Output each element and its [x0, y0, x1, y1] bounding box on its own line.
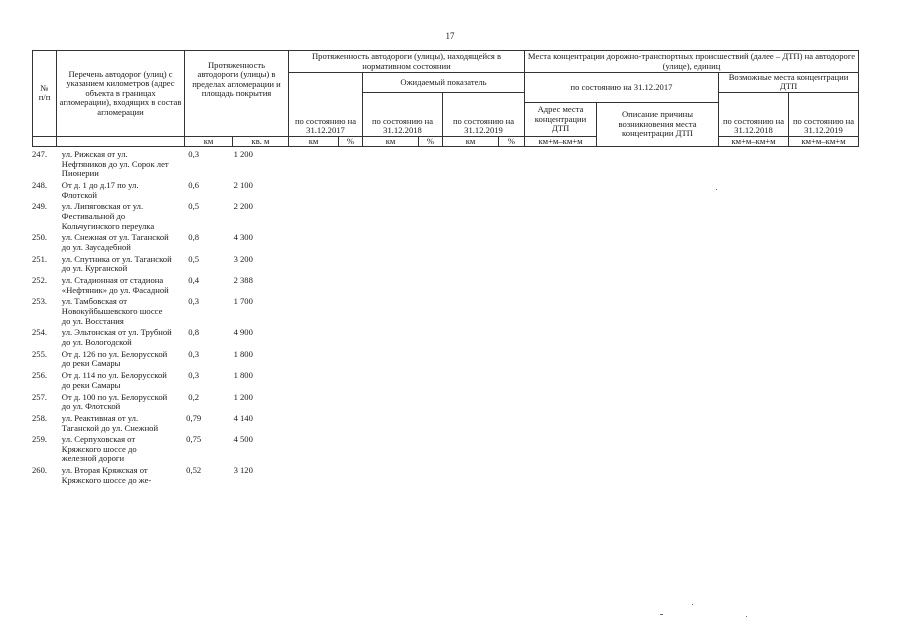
- road-area-sqm: 4 140: [233, 412, 253, 423]
- road-area-sqm: 2 200: [233, 201, 253, 212]
- road-length-km: 0,5: [188, 201, 200, 212]
- unit-kmm-address: км+м–км+м: [525, 136, 597, 146]
- road-name: ул. Снежная от ул. Таганской до ул. Заусадебной: [61, 232, 169, 252]
- unit-pct-2019: %: [499, 136, 525, 146]
- road-area-sqm: 1 800: [233, 348, 253, 359]
- table-row: [32, 150, 272, 179]
- road-area-sqm: 4 300: [233, 232, 253, 243]
- road-area-sqm: 2 388: [233, 275, 253, 286]
- header-expected: Ожидаемый показатель: [363, 73, 525, 93]
- road-name: От д. 126 по ул. Белорусской до реки Самары: [61, 348, 168, 369]
- table-row: [32, 328, 272, 347]
- road-length-km: 0,6: [188, 179, 200, 190]
- road-length-km: 0,3: [188, 348, 200, 359]
- road-length-km: 0,3: [188, 296, 200, 307]
- table-row: [32, 393, 272, 412]
- road-name: От д. 100 по ул. Белорусской до ул. Флотской: [61, 391, 168, 412]
- row-number: 259.: [32, 434, 48, 445]
- header-length: Протяженность автодороги (улицы) в пределах агломерации и площадь покрытия: [185, 51, 289, 137]
- header-dtp-address: Адрес места концентрации ДТП: [525, 102, 597, 136]
- table-row: [32, 276, 272, 295]
- road-name: ул. Рижская от ул. Нефтяников до ул. Сорок лет Пионерии: [61, 149, 169, 179]
- road-area-sqm: 1 200: [233, 391, 253, 402]
- road-area-sqm: 2 100: [233, 179, 253, 190]
- row-number: 249.: [32, 201, 48, 212]
- row-number: 252.: [32, 275, 48, 286]
- row-number: 255.: [32, 348, 48, 359]
- header-2017: по состоянию на 31.12.2017: [289, 73, 363, 137]
- table-row: [32, 414, 272, 433]
- road-name: ул. Эльтонская от ул. Трубной до ул. Вологодской: [61, 327, 172, 347]
- table-row: [32, 371, 272, 390]
- road-area-sqm: 1 800: [233, 370, 253, 381]
- header-2018: по состоянию на 31.12.2018: [363, 92, 443, 136]
- road-length-km: 0,3: [188, 370, 200, 381]
- header-possible-dtp: Возможные места концентрации ДТП: [719, 73, 859, 93]
- road-length-km: 0,2: [188, 391, 200, 402]
- road-name: ул. Спутника от ул. Таганской до ул. Курганской: [61, 253, 172, 274]
- header-possible-2018: по состоянию на 31.12.2018: [719, 92, 789, 136]
- road-name: ул. Тамбовская от Новокуйбышевского шоссе до ул. Восстания: [61, 296, 163, 326]
- road-length-km: 0,8: [188, 327, 200, 338]
- road-length-km: 0,75: [186, 434, 202, 445]
- unit-kmm-2019: км+м–км+м: [789, 136, 859, 146]
- row-number: 257.: [32, 391, 48, 402]
- row-number: 248.: [32, 179, 48, 190]
- road-area-sqm: 1 200: [233, 149, 253, 159]
- road-name: ул. Реактивная от ул. Таганской до ул. Снежной: [61, 412, 159, 433]
- header-normative: Протяженность автодороги (улицы), находящейся в нормативном состоянии: [289, 51, 525, 73]
- road-area-sqm: 1 700: [233, 296, 253, 307]
- road-length-km: 0,8: [188, 232, 200, 243]
- table-row: [32, 202, 272, 231]
- road-length-km: 0,52: [186, 465, 202, 476]
- table-row: [32, 181, 272, 200]
- road-name: От д. 114 по ул. Белорусской до реки Самары: [61, 370, 167, 390]
- road-area-sqm: 4 900: [233, 327, 253, 338]
- row-number: 258.: [32, 412, 48, 423]
- header-2019: по состоянию на 31.12.2019: [443, 92, 525, 136]
- unit-pct-2017: %: [339, 136, 363, 146]
- unit-km-2017: км: [289, 136, 339, 146]
- unit-empty-2: [57, 136, 185, 146]
- road-length-km: 0,79: [186, 412, 202, 423]
- table-row: [32, 297, 272, 326]
- scan-speck: [746, 616, 747, 617]
- road-area-sqm: 3 200: [233, 253, 253, 264]
- header-dtp: Места концентрации дорожно-транспортных происшествий (далее – ДТП) на автодороге (улице), единиц: [525, 51, 859, 73]
- table-row: [32, 466, 272, 485]
- road-name: ул. Стадионная от стадиона «Нефтяник» до ул. Фасадной: [61, 275, 169, 295]
- road-length-km: 0,5: [188, 253, 200, 264]
- unit-km-2018: км: [363, 136, 419, 146]
- road-length-km: 0,3: [188, 149, 200, 159]
- table-row: [32, 435, 272, 464]
- scan-speck: [716, 189, 717, 190]
- row-number: 256.: [32, 370, 48, 381]
- road-area-sqm: 4 500: [233, 434, 253, 445]
- header-possible-2019: по состоянию на 31.12.2019: [789, 92, 859, 136]
- road-name: ул. Вторая Кряжская от Кряжского шоссе до же-: [61, 465, 152, 485]
- road-list: [32, 150, 272, 488]
- road-length-km: 0,4: [188, 275, 200, 286]
- page-number: 17: [445, 31, 455, 41]
- scan-speck: [660, 614, 663, 615]
- scan-speck: [692, 604, 693, 605]
- road-name: ул. Липяговская от ул. Фестивальной до Кольчугинского переулка: [61, 201, 155, 231]
- unit-empty-1: [33, 136, 57, 146]
- row-number: 247.: [32, 149, 48, 159]
- header-dtp-2017: по состоянию на 31.12.2017: [525, 73, 719, 103]
- row-number: 254.: [32, 327, 48, 338]
- table-row: [32, 255, 272, 274]
- header-num: № п/п: [33, 51, 57, 137]
- unit-kmm-2018: км+м–км+м: [719, 136, 789, 146]
- row-number: 260.: [32, 465, 48, 476]
- row-number: 253.: [32, 296, 48, 307]
- road-name: От д. 1 до д.17 по ул. Флотской: [61, 179, 139, 200]
- unit-km-2019: км: [443, 136, 499, 146]
- unit-pct-2018: %: [419, 136, 443, 146]
- header-table: [32, 50, 859, 147]
- unit-sqm: кв. м: [233, 136, 289, 146]
- table-row: [32, 233, 272, 252]
- header-list: Перечень автодорог (улиц) с указанием километров (адрес объекта в границах агломерации), входящих в состав агломерации: [57, 51, 185, 137]
- unit-km-length: км: [185, 136, 233, 146]
- table-row: [32, 350, 272, 369]
- header-dtp-reason: Описание причины возникновения места концентрации ДТП: [597, 102, 719, 146]
- road-area-sqm: 3 120: [233, 465, 253, 476]
- row-number: 250.: [32, 232, 48, 243]
- row-number: 251.: [32, 253, 48, 264]
- road-name: ул. Серпуховская от Кряжского шоссе до железной дороги: [61, 434, 137, 464]
